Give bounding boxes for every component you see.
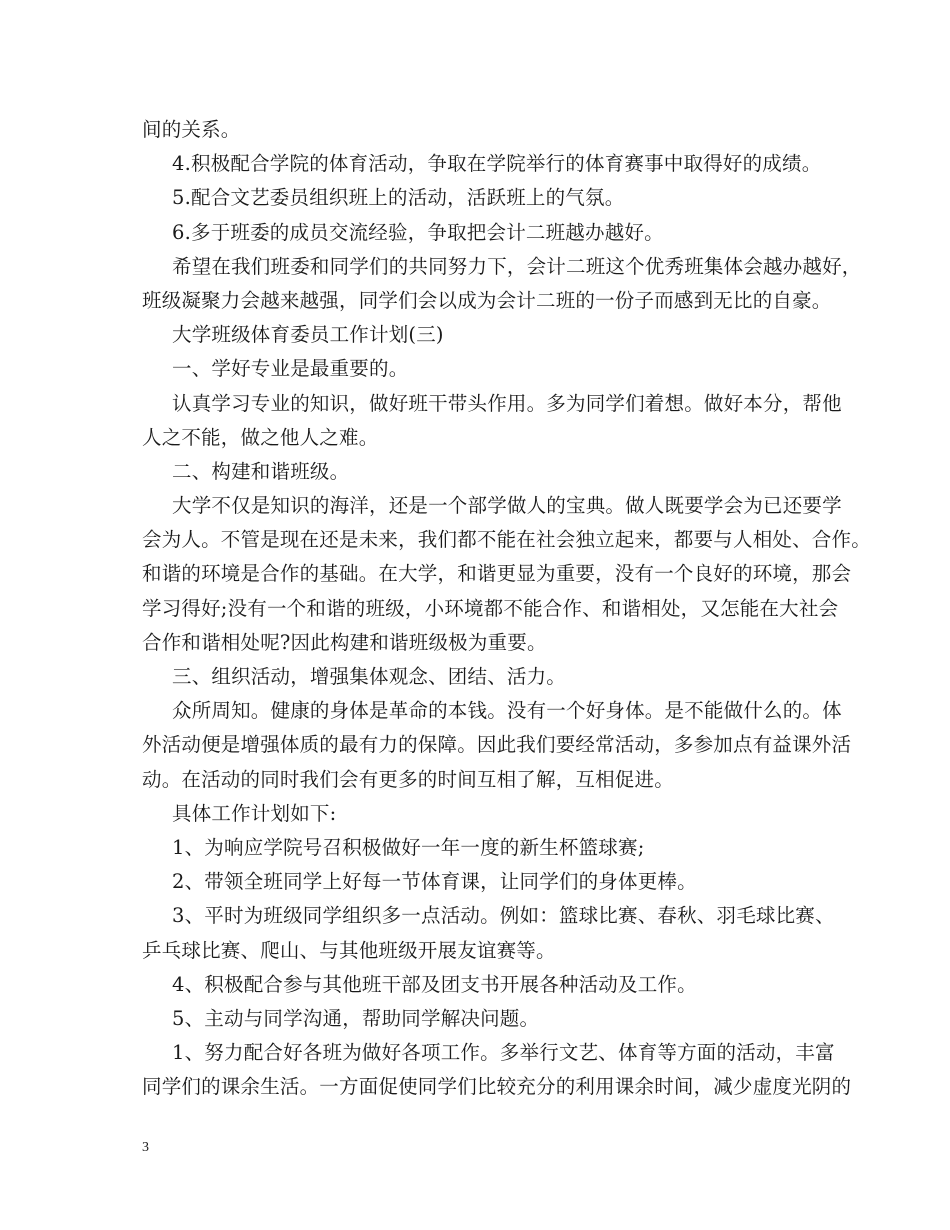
- text-line: 会为人。不管是现在还是未来，我们都不能在社会独立起来，都要与人相处、合作。: [142, 528, 871, 552]
- text-line: 人之不能，做之他人之难。: [142, 425, 379, 449]
- text-line: 4、积极配合参与其他班干部及团支书开展各种活动及工作。: [172, 972, 697, 996]
- text-line: 1、努力配合好各班为做好各项工作。多举行文艺、体育等方面的活动，丰富: [172, 1041, 835, 1065]
- text-line: 具体工作计划如下:: [172, 801, 337, 825]
- text-line: 同学们的课余生活。一方面促使同学们比较充分的利用课余时间，减少虚度光阴的: [142, 1075, 852, 1099]
- text-line: 5.配合文艺委员组织班上的活动，活跃班上的气氛。: [172, 186, 625, 210]
- text-line: 希望在我们班委和同学们的共同努力下，会计二班这个优秀班集体会越办越好，: [172, 254, 862, 278]
- text-line: 乒乓球比赛、爬山、与其他班级开展友谊赛等。: [142, 938, 556, 962]
- text-line: 大学不仅是知识的海洋，还是一个部学做人的宝典。做人既要学会为已还要学: [172, 494, 842, 518]
- text-line: 1、为响应学院号召积极做好一年一度的新生杯篮球赛;: [172, 835, 645, 859]
- text-line: 二、构建和谐班级。: [172, 459, 350, 483]
- page-number: 3: [142, 1140, 149, 1155]
- text-line: 学习得好;没有一个和谐的班级，小环境都不能合作、和谐相处，又怎能在大社会: [142, 596, 839, 620]
- text-line: 和谐的环境是合作的基础。在大学，和谐更显为重要，没有一个良好的环境，那会: [142, 562, 852, 586]
- text-line: 动。在活动的同时我们会有更多的时间互相了解，互相促进。: [142, 767, 674, 791]
- text-line: 间的关系。: [142, 118, 241, 141]
- text-line: 三、组织活动，增强集体观念、团结、活力。: [172, 665, 567, 688]
- text-line: 大学班级体育委员工作计划(三): [172, 323, 444, 347]
- text-line: 认真学习专业的知识，做好班干带头作用。多为同学们着想。做好本分，帮他: [172, 391, 842, 415]
- text-line: 外活动便是增强体质的最有力的保障。因此我们要经常活动，多参加点有益课外活: [142, 733, 852, 757]
- text-line: 6.多于班委的成员交流经验，争取把会计二班越办越好。: [172, 220, 664, 244]
- text-line: 2、带领全班同学上好每一节体育课，让同学们的身体更棒。: [172, 870, 697, 894]
- document-body: [142, 113, 871, 1104]
- text-line: 5、主动与同学沟通，帮助同学解决问题。: [172, 1006, 540, 1030]
- text-line: 班级凝聚力会越来越强，同学们会以成为会计二班的一份子而感到无比的自豪。: [142, 288, 832, 312]
- text-line: 4.积极配合学院的体育活动，争取在学院举行的体育赛事中取得好的成绩。: [172, 152, 822, 176]
- text-line: 3、平时为班级同学组织多一点活动。例如：篮球比赛、春秋、羽毛球比赛、: [172, 904, 835, 928]
- text-line: 众所周知。健康的身体是革命的本钱。没有一个好身体。是不能做什么的。体: [172, 699, 842, 723]
- text-line: 一、学好专业是最重要的。: [172, 357, 409, 381]
- text-line: 合作和谐相处呢?因此构建和谐班级极为重要。: [142, 630, 547, 654]
